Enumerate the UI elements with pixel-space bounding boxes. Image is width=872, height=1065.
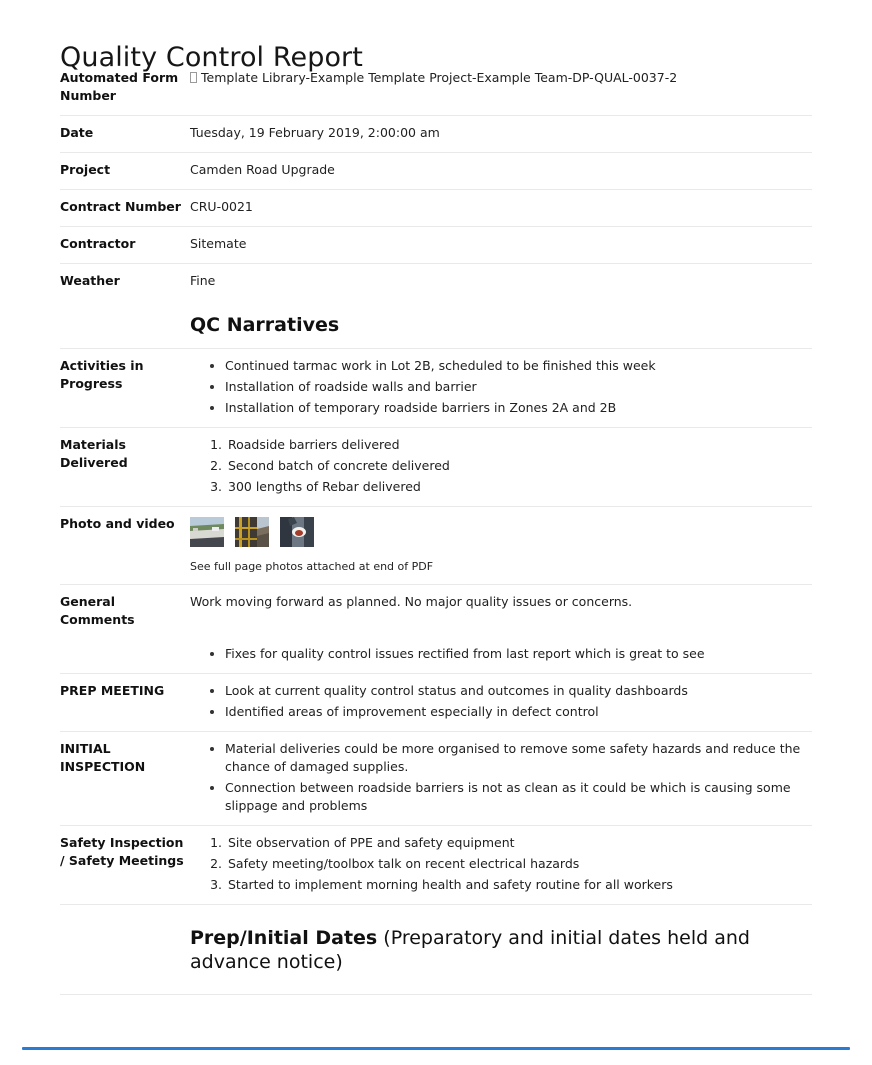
field-label: INITIAL INSPECTION [60,740,146,774]
field-value: Camden Road Upgrade [190,162,335,177]
section-header-spacer [60,927,190,945]
field-value [190,593,812,663]
field-value: Sitemate [190,236,247,251]
field-label: Project [60,162,111,177]
field-label: Weather [60,273,120,288]
list-item: Fixes for quality control issues rectified from last report which is great to see [208,645,812,663]
list-item: 3. 300 lengths of Rebar delivered [226,478,812,496]
table-row-date [60,115,812,152]
list-item: Identified areas of improvement especially in defect control [208,703,812,721]
table-row-form-number [60,63,812,115]
table-row-activities-in-progress [60,348,812,427]
field-value [190,834,812,894]
page-title: Quality Control Report [60,42,363,74]
activities-bullet-list [190,357,812,417]
list-item: Connection between roadside barriers is not as clean as it could be which is causing some slippage and problems [208,779,812,815]
section-header-qc-narratives [60,300,812,348]
field-value: Tuesday, 19 February 2019, 2:00:00 am [190,125,440,140]
general-comments-bullet-list [190,645,812,663]
list-item: Installation of roadside walls and barrier [208,378,812,396]
field-value [190,740,812,815]
prep-meeting-bullet-list [190,682,812,721]
rebar-scaffold-photo-thumbnail[interactable] [235,517,269,547]
field-label: PREP MEETING [60,682,165,698]
table-row-photo-and-video [60,506,812,584]
safety-numbered-list [190,834,812,894]
list-item: 3. Started to implement morning health and safety routine for all workers [226,876,812,894]
initial-inspection-bullet-list [190,740,812,815]
field-label: Safety Inspection / Safety Meetings [60,834,184,868]
field-value: Fine [190,273,216,288]
table-row-general-comments [60,584,812,673]
field-label: Activities in Progress [60,357,144,391]
list-item: Material deliveries could be more organised to remove some safety hazards and reduce the chance of damaged supplies. [208,740,812,776]
section-header-prep-initial-dates [60,904,812,993]
worker-photo-thumbnail[interactable] [280,517,314,547]
field-value: CRU-0021 [190,199,253,214]
field-label: Photo and video [60,515,175,531]
field-label: Automated Form Number [60,70,179,103]
paragraph-spacer [190,611,812,645]
photo-caption: See full page photos attached at end of PDF [190,559,434,573]
report-table [60,63,812,992]
list-item: Installation of temporary roadside barriers in Zones 2A and 2B [208,399,812,417]
table-row-weather [60,263,812,300]
field-label: Contractor [60,236,136,251]
list-item: 1. Site observation of PPE and safety equipment [226,834,812,852]
list-item: Look at current quality control status and outcomes in quality dashboards [208,682,812,700]
bottom-divider [60,994,812,995]
field-value [190,69,812,87]
general-comments-paragraph: Work moving forward as planned. No major quality issues or concerns. [190,593,633,609]
missing-glyph-box-icon [190,72,197,83]
list-item: 1. Roadside barriers delivered [226,436,812,454]
list-item: 2. Safety meeting/toolbox talk on recent electrical hazards [226,855,812,873]
photo-thumbnail-strip [190,517,812,547]
section-heading-text: QC Narratives [190,314,340,336]
field-label: General Comments [60,593,135,627]
table-row-prep-meeting [60,673,812,731]
table-row-project [60,152,812,189]
table-row-contractor [60,226,812,263]
table-row-contract-number [60,189,812,226]
field-value [190,515,812,574]
field-value [190,436,812,496]
section-heading-bold: Prep/Initial Dates [190,926,378,949]
section-heading-subtext: (Preparatory and initial dates held and advance notice) [190,926,750,973]
road-photo-thumbnail[interactable] [190,517,224,547]
form-number-text: Template Library-Example Template Project-Example Team-DP-QUAL-0037-2 [201,70,678,85]
field-label: Materials Delivered [60,436,128,470]
table-row-safety-inspection [60,825,812,904]
materials-numbered-list [190,436,812,496]
section-header-spacer [60,314,190,332]
list-item: Continued tarmac work in Lot 2B, scheduled to be finished this week [208,357,812,375]
footer-accent-bar [22,1047,850,1050]
field-label: Contract Number [60,199,181,214]
field-label: Date [60,125,94,140]
list-item: 2. Second batch of concrete delivered [226,457,812,475]
field-value [190,357,812,417]
field-value [190,682,812,721]
table-row-initial-inspection [60,731,812,825]
section-heading-text [190,927,812,975]
table-row-materials-delivered [60,427,812,506]
